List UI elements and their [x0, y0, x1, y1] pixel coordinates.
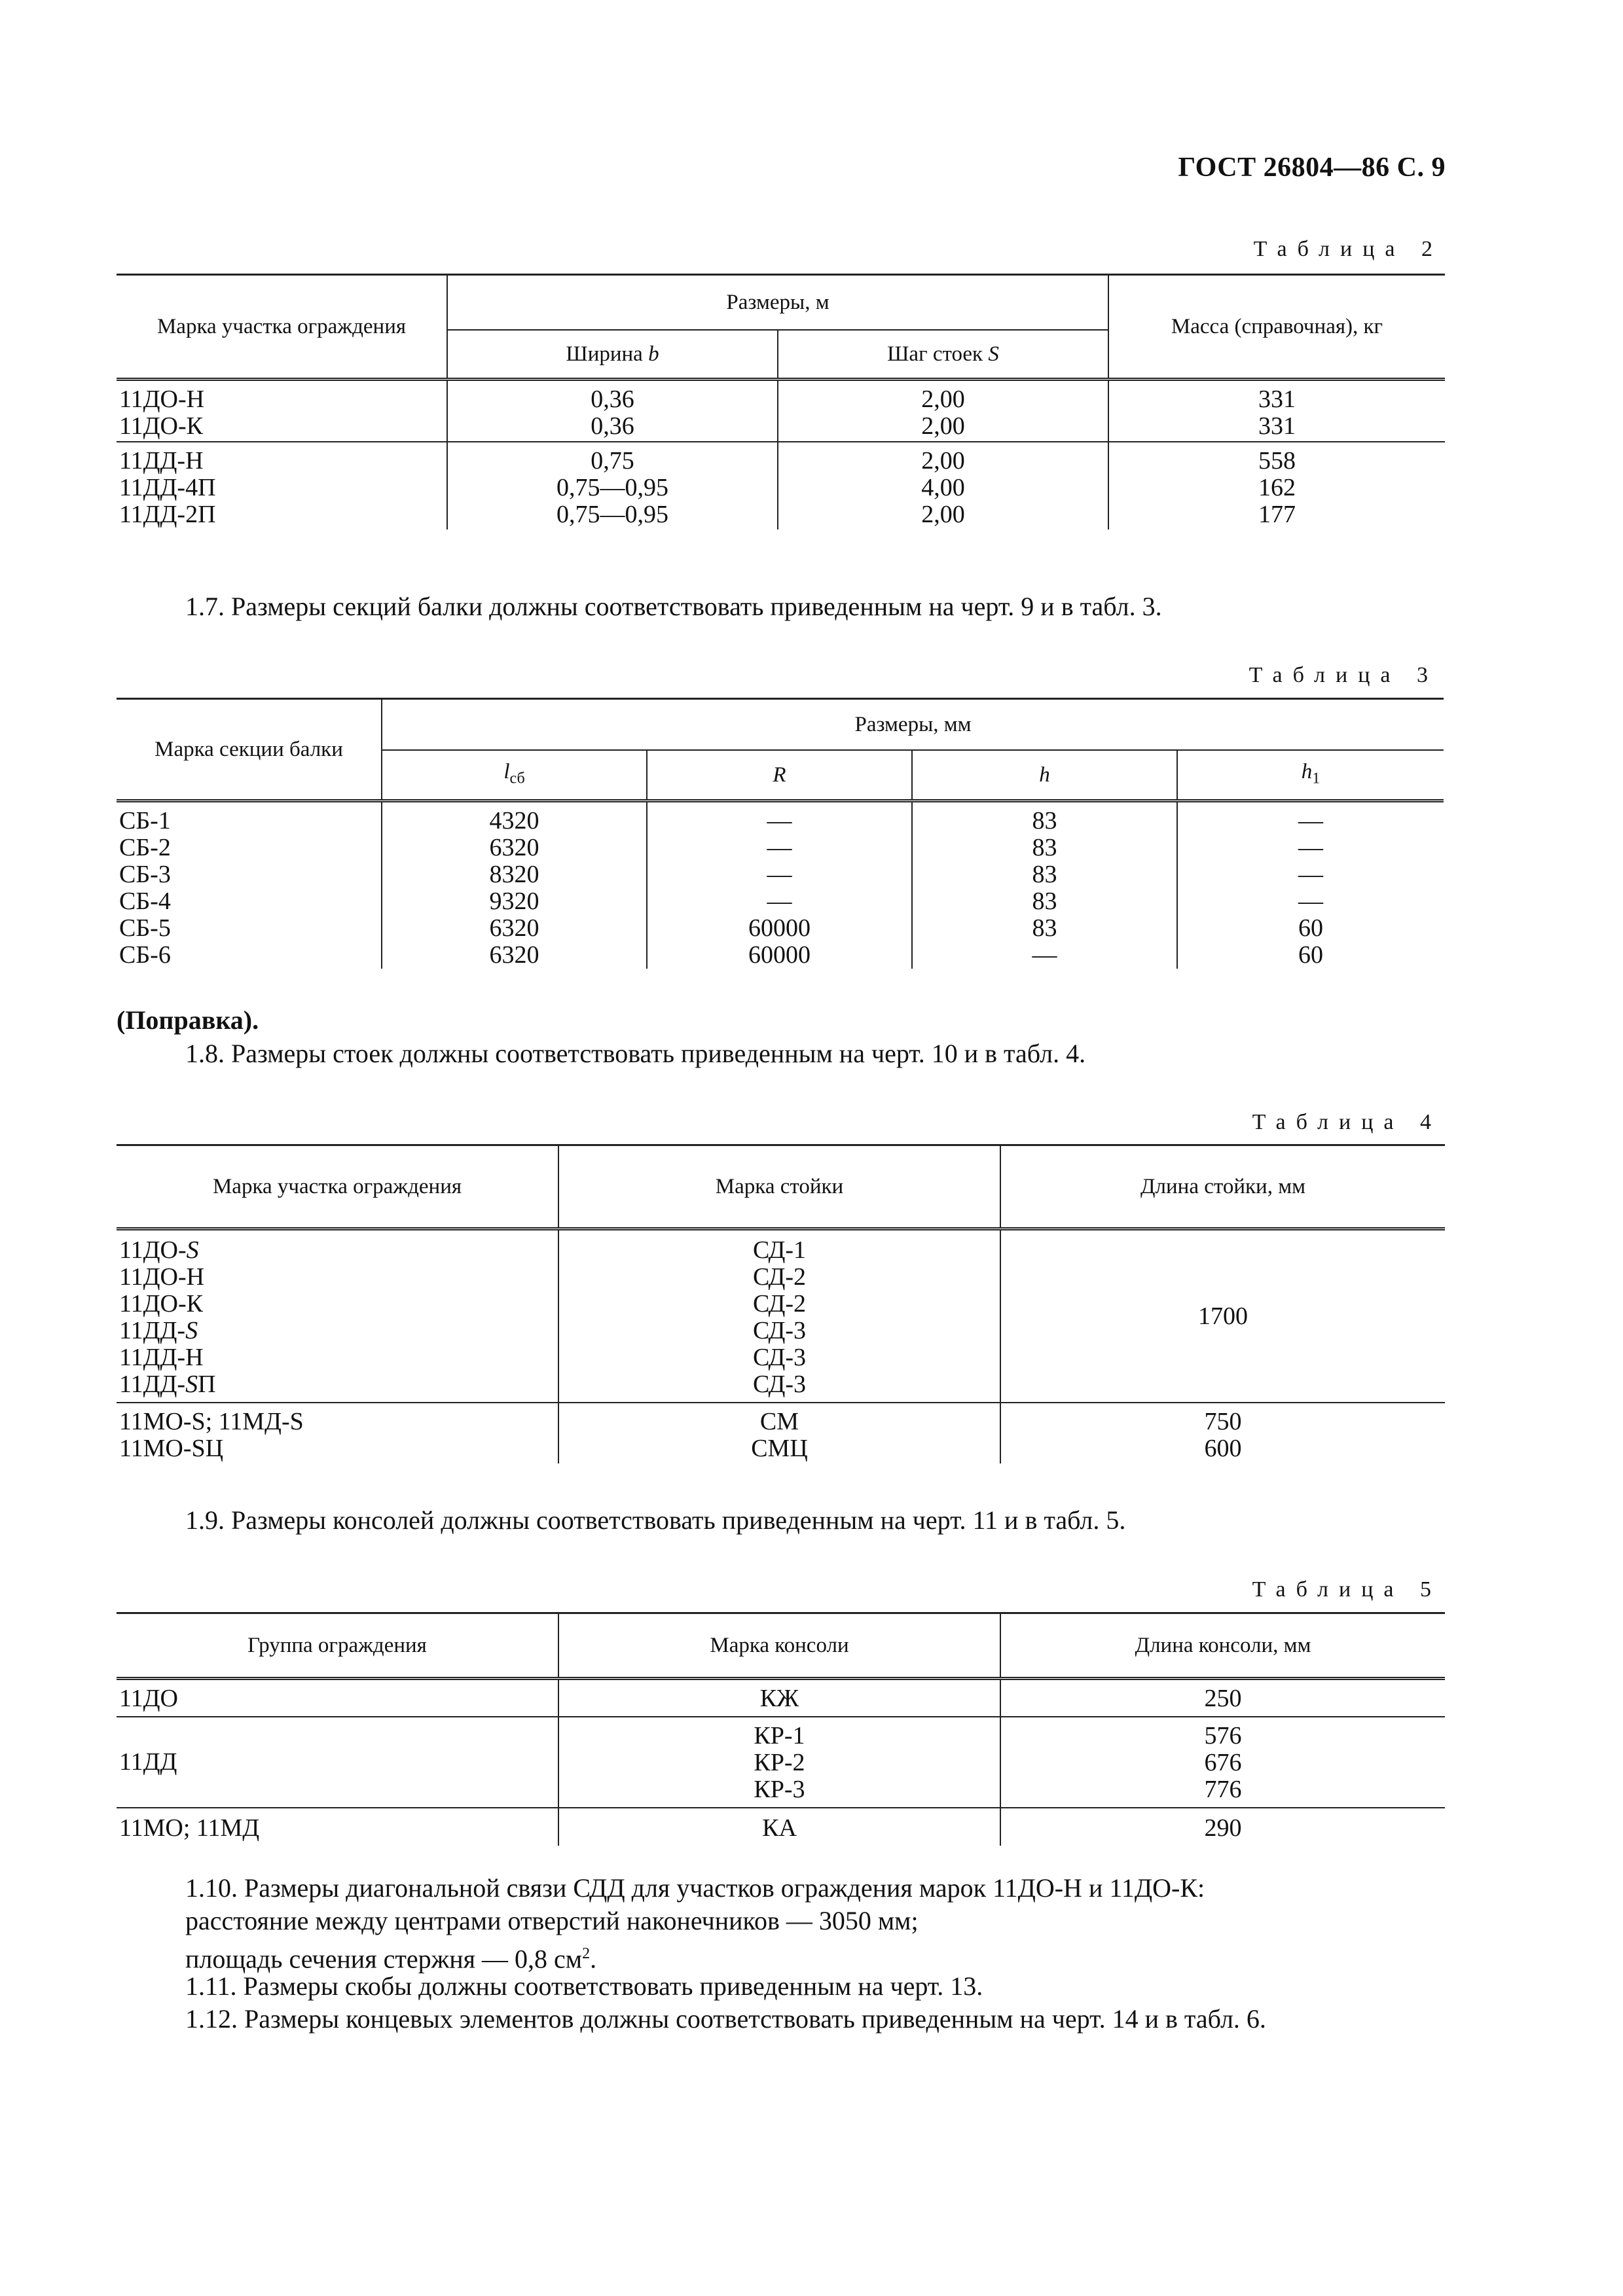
table-5-header-length: Длина консоли, мм [1000, 1613, 1445, 1679]
table-3-cell-h1: — [1177, 834, 1444, 861]
table-5-cell-group: 11ДО [119, 1685, 178, 1712]
table-3-cell-h: 83 [912, 861, 1177, 888]
paragraph-1-8: 1.8. Размеры стоек должны соответствовать приведенным на черт. 10 и в табл. 4. [185, 1039, 1086, 1068]
table-2-cell-width: 0,75—0,95 [447, 475, 778, 501]
table-4-cell-post: СД-3 [752, 1371, 807, 1398]
table-2-header-width: Ширина b [447, 330, 778, 380]
paragraph-1-7: 1.7. Размеры секций балки должны соответствовать приведенным на черт. 9 и в табл. 3. [185, 592, 1162, 621]
table-2-header-sizes: Размеры, м [447, 275, 1108, 331]
table-5-cell-length: 576 676 776 [1000, 1717, 1445, 1808]
table-5-cell-group: 11ДД [119, 1748, 177, 1776]
table-2-cell-width: 0,75 [447, 442, 778, 475]
table-2-cell-step: 2,00 [778, 442, 1108, 475]
table-3-header-sizes: Размеры, мм [382, 699, 1444, 751]
table-row [117, 1679, 1445, 1717]
table-2-header-mark: Марка участка ограждения [156, 315, 407, 338]
paragraph-1-11: 1.11. Размеры скобы должны соответствовать приведенным на черт. 13. [185, 1971, 983, 2001]
correction-note: (Поправка). [117, 1005, 259, 1035]
table-4-post-line: СМ [759, 1408, 799, 1435]
table-3-cell-r: — [647, 888, 912, 915]
table-3-cell-r: 60000 [647, 915, 912, 942]
table-4-cell-post [558, 1403, 1000, 1463]
table-row [117, 888, 1444, 915]
table-5-caption: Таблица 5 [1252, 1577, 1442, 1602]
table-3-cell-l: 9320 [382, 888, 647, 915]
table-3-cell-h1: — [1177, 801, 1444, 835]
table-row [117, 1403, 1445, 1463]
table-5-header-group: Группа ограждения [247, 1634, 427, 1657]
page-header: ГОСТ 26804—86 С. 9 [1178, 152, 1446, 183]
table-2-caption: Таблица 2 [1253, 237, 1443, 261]
table-row [117, 801, 1444, 835]
table-4-header-mark: Марка участка ограждения [212, 1175, 462, 1198]
table-3-cell-mark: СБ-1 [119, 807, 171, 834]
table-3-cell-h: — [912, 942, 1177, 969]
table-3-cell-r: — [647, 861, 912, 888]
table-4-cell-post: СД-2 [752, 1290, 807, 1318]
table-2-cell-mark: 11ДД-4П [119, 474, 216, 501]
table-3-cell-mark: СБ-4 [119, 888, 171, 915]
paragraph-1-10: 1.10. Размеры диагональной связи СДД для участков ограждения марок 11ДО-Н и 11ДО-К: расстояние между центрами отверстий наконечников — 3050 мм; площадь сечения стержня — 0,8 $см^2$. [185, 1873, 1205, 1974]
table-4-length-line: 750 [1204, 1408, 1242, 1435]
table-4-header-length: Длина стойки, мм [1000, 1145, 1445, 1229]
table-3-cell-r: 60000 [647, 942, 912, 969]
table-3-cell-h: 83 [912, 834, 1177, 861]
table-row [117, 1717, 1445, 1808]
table-5-cell-length: 250 [1000, 1679, 1445, 1717]
table-4-cell-mark: 11ДД-SП [119, 1371, 216, 1398]
table-2-cell-step: 2,00 [778, 501, 1108, 529]
table-4-group-1-posts [558, 1229, 1000, 1403]
table-4-cell-mark: 11ДО-К [119, 1290, 203, 1318]
table-2-header-step: Шаг стоек S [778, 330, 1108, 380]
table-3-cell-mark: СБ-3 [119, 861, 171, 888]
table-3 [117, 698, 1444, 969]
table-2-cell-mass: 177 [1108, 501, 1445, 529]
table-3-cell-h1: 60 [1177, 915, 1444, 942]
table-4-cell-post: СД-2 [752, 1263, 807, 1291]
table-5-cell-length: 290 [1000, 1808, 1445, 1846]
table-4-post-line: СМЦ [751, 1435, 808, 1462]
table-2-cell-mass: 331 [1108, 413, 1445, 442]
table-2-cell-mark: 11ДО-Н [119, 386, 205, 413]
table-4-header-post: Марка стойки [558, 1145, 1000, 1229]
table-3-header-l: $l_{сб}$ [382, 750, 647, 801]
table-5 [117, 1612, 1445, 1846]
table-4-cell-post: СД-3 [752, 1317, 807, 1344]
table-4-cell-mark: 11ДО-Н [119, 1263, 205, 1291]
table-2-cell-step: 2,00 [778, 380, 1108, 414]
table-3-cell-l: 6320 [382, 942, 647, 969]
table-2 [117, 274, 1445, 529]
table-4-group-1-marks [117, 1229, 558, 1403]
table-3-cell-mark: СБ-6 [119, 941, 171, 969]
table-3-cell-h: 83 [912, 915, 1177, 942]
table-4-cell-mark [117, 1403, 558, 1463]
table-4-caption: Таблица 4 [1252, 1110, 1442, 1134]
table-3-cell-h: 83 [912, 801, 1177, 835]
table-4-cell-mark: 11ДД-Н [119, 1344, 204, 1371]
table-3-header-r: R [647, 750, 912, 801]
table-5-header-console: Марка консоли [558, 1613, 1000, 1679]
table-4-cell-mark: 11ДД-S [119, 1317, 198, 1344]
table-row [117, 834, 1444, 861]
table-3-cell-mark: СБ-5 [119, 914, 171, 942]
table-2-cell-step: 2,00 [778, 413, 1108, 442]
table-3-header-h: h [912, 750, 1177, 801]
table-3-cell-h1: 60 [1177, 942, 1444, 969]
table-2-cell-mark: 11ДО-К [119, 412, 203, 440]
table-row [117, 1808, 1445, 1846]
table-4-cell-post: СД-1 [752, 1236, 807, 1264]
table-3-cell-mark: СБ-2 [119, 834, 171, 861]
table-2-cell-mark: 11ДД-Н [119, 447, 204, 475]
table-5-cell-group: 11МО; 11МД [119, 1814, 260, 1842]
table-4-cell-length [1000, 1403, 1445, 1463]
table-3-caption: Таблица 3 [1249, 663, 1438, 687]
table-4-length-line: 600 [1204, 1435, 1242, 1462]
table-3-cell-l: 4320 [382, 801, 647, 835]
table-4-cell-post: СД-3 [752, 1344, 807, 1371]
table-2-cell-width: 0,36 [447, 380, 778, 414]
table-row [117, 413, 1445, 442]
table-2-cell-mass: 162 [1108, 475, 1445, 501]
table-5-cell-console: КА [558, 1808, 1000, 1846]
table-3-cell-l: 6320 [382, 915, 647, 942]
table-3-cell-l: 6320 [382, 834, 647, 861]
table-3-cell-r: — [647, 801, 912, 835]
table-row [117, 861, 1444, 888]
table-2-cell-mass: 331 [1108, 380, 1445, 414]
table-5-cell-console: КР-1 КР-2 КР-3 [558, 1717, 1000, 1808]
table-3-header-mark: Марка секции балки [155, 738, 343, 761]
paragraph-1-9: 1.9. Размеры консолей должны соответствовать приведенным на черт. 11 и в табл. 5. [185, 1505, 1126, 1535]
table-row [117, 380, 1445, 414]
table-5-cell-console: КЖ [558, 1679, 1000, 1717]
table-row [117, 942, 1444, 969]
table-3-header-h1: $h_1$ [1177, 750, 1444, 801]
table-2-cell-step: 4,00 [778, 475, 1108, 501]
table-row [117, 501, 1445, 529]
table-2-cell-mark: 11ДД-2П [119, 501, 216, 528]
table-2-cell-width: 0,75—0,95 [447, 501, 778, 529]
table-3-cell-h1: — [1177, 888, 1444, 915]
table-4-mark-line: 11МО-SЦ [119, 1435, 224, 1462]
table-row [117, 915, 1444, 942]
table-row [117, 442, 1445, 475]
table-4-group-1-length: 1700 [1000, 1229, 1445, 1403]
table-2-cell-width: 0,36 [447, 413, 778, 442]
table-2-header-mass: Масса (справочная), кг [1108, 275, 1445, 380]
table-3-cell-r: — [647, 834, 912, 861]
table-4-mark-line: 11МО-S; 11МД-S [119, 1408, 304, 1435]
table-4 [117, 1144, 1445, 1463]
table-3-cell-l: 8320 [382, 861, 647, 888]
table-row [117, 475, 1445, 501]
table-2-cell-mass: 558 [1108, 442, 1445, 475]
table-3-cell-h: 83 [912, 888, 1177, 915]
paragraph-1-12: 1.12. Размеры концевых элементов должны соответствовать приведенным на черт. 14 и в табл. 6. [185, 2004, 1266, 2034]
table-3-cell-h1: — [1177, 861, 1444, 888]
table-4-cell-mark: 11ДО-S [119, 1236, 199, 1264]
